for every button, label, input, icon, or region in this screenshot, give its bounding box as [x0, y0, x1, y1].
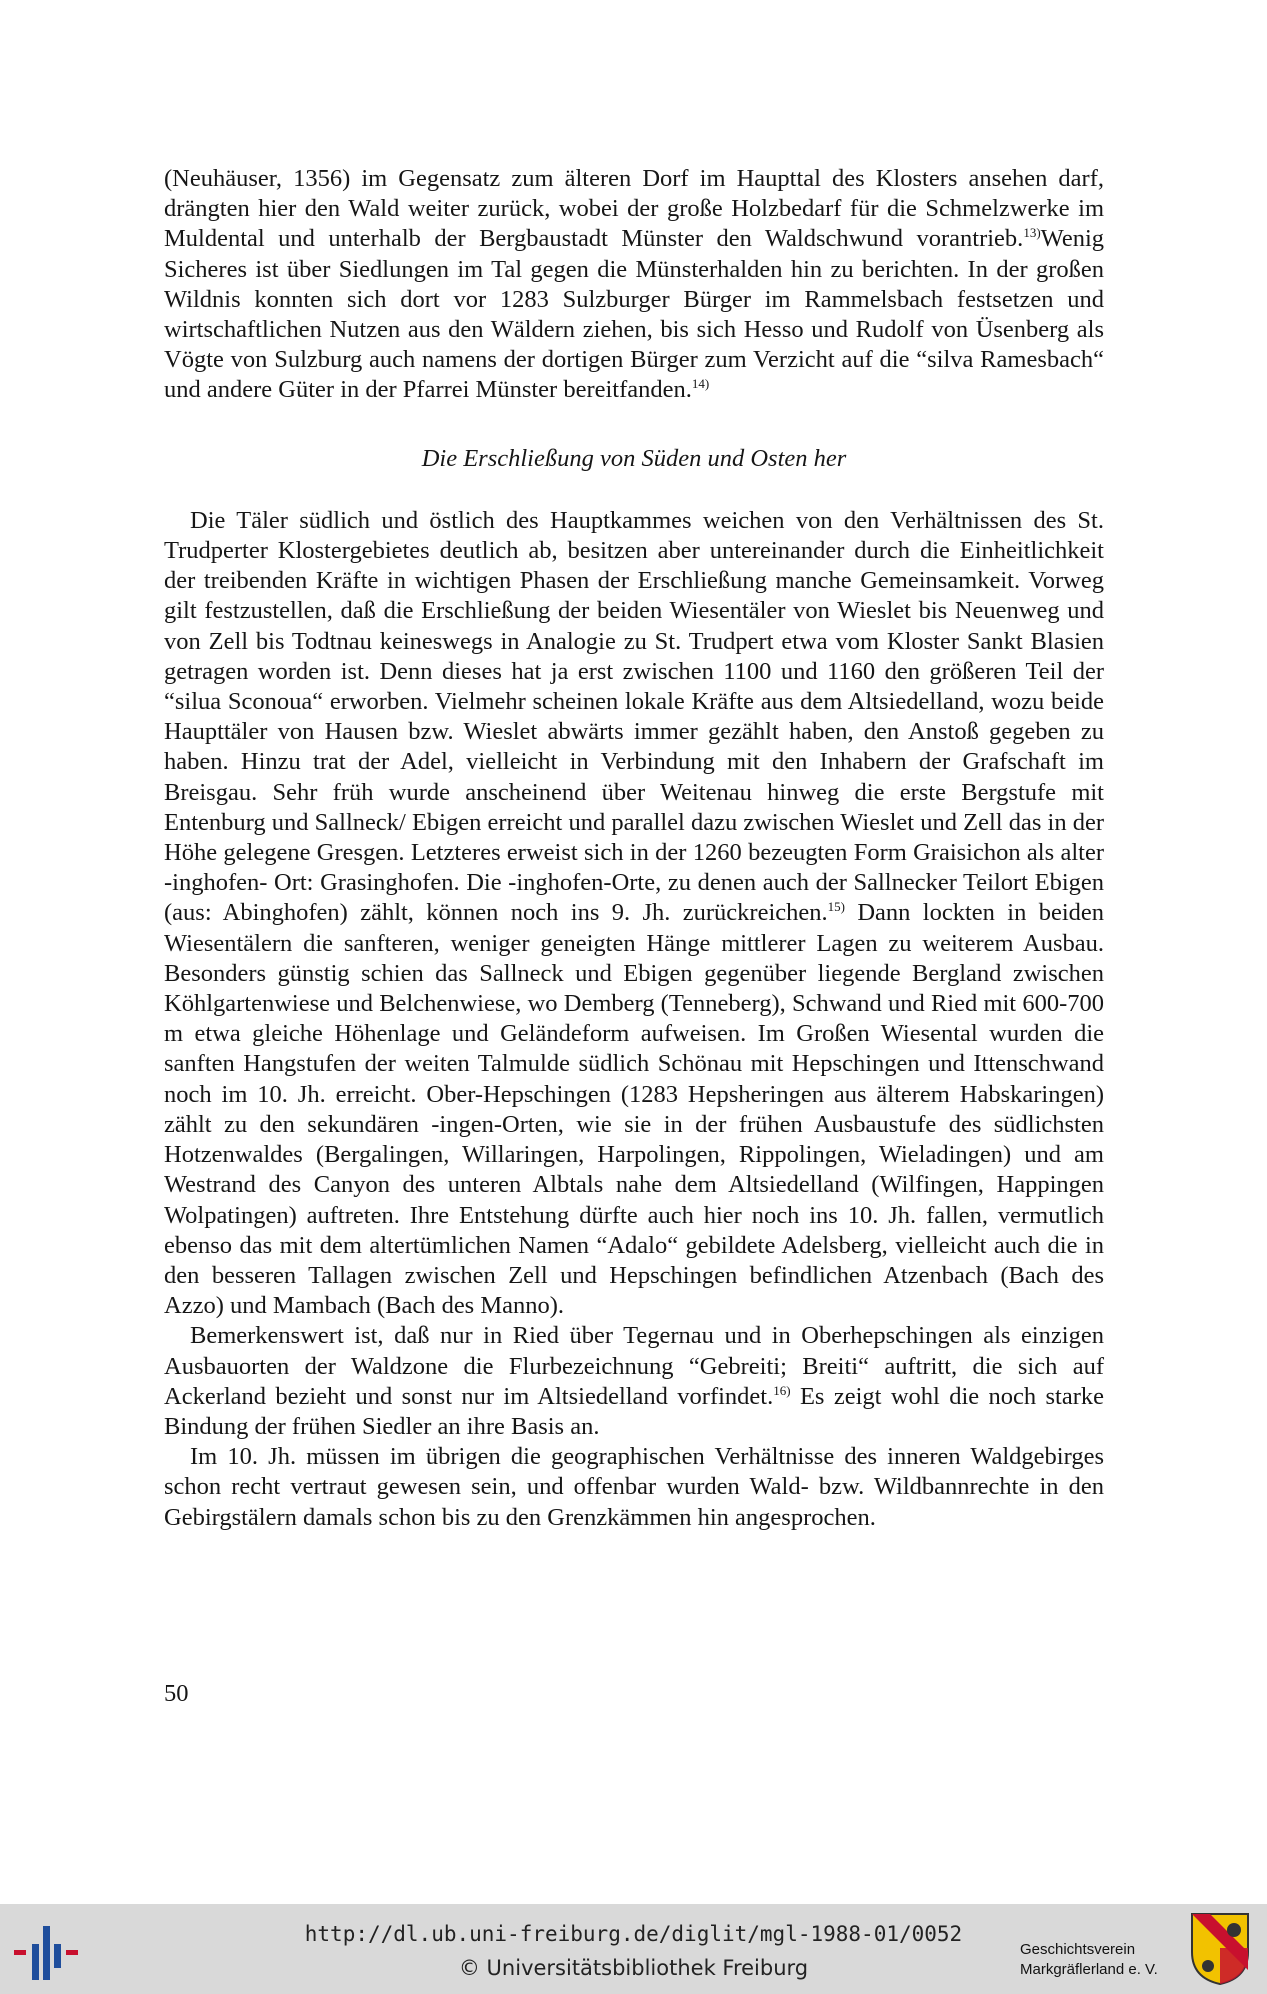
- paragraph: [164, 506, 1104, 1321]
- paragraph-text: Es zeigt wohl die noch starke Bindung der frühen Siedler an ihre Basis an.: [164, 1382, 1104, 1440]
- paragraph-text: Dann lockten in beiden Wiesentälern die sanfteren, weniger geneigten Hänge mittlerer Lagen zu weiterem Ausbau. Besonders günstig schien das Sallneck und Ebigen gegenüber liegende Bergland zwischen Köhlgartenwiese und Belchenwiese, wo Demberg (Tenneberg), Schwand und Ried mit 600-700 m etwa gleiche Höhenlage und Geländeform aufweisen. Im Großen Wiesental wurden die sanften Hangstufen der weiten Talmulde südlich Schönau mit Hepschingen und Ittenschwand noch im 10. Jh. erreicht. Ober-Hepschingen (1283 Hepsheringen aus älterem Habskaringen) zählt zu den sekundären -ingen-Orten, wie sie in der frühen Ausbaustufe des südlichsten Hotzenwaldes (Bergalingen, Willaringen, Harpolingen, Rippolingen, Wieladingen) und am Westrand des Canyon des unteren Albtals nahe dem Altsiedelland (Wilfingen, Happingen Wolpatingen) auftreten. Ihre Entstehung dürfte auch hier noch ins 10. Jh. fallen, vermutlich ebenso das mit dem altertümlichen Namen “Adalo“ gebildete Adelsberg, vielleicht auch die in den besseren Tallagen zwischen Zell und Hepschingen befindlichen Atzenbach (Bach des Azzo) und Mambach (Bach des Manno).: [164, 899, 1104, 1320]
- paragraph-text: (Neuhäuser, 1356) im Gegensatz zum älteren Dorf im Haupttal des Klosters ansehen darf, drängten hier den Wald weiter zurück, wobei der große Holzbedarf für die Schmelzwerke im Muldental und unterhalb der Bergbaustadt Münster den Waldschwund vorantrieb.: [164, 165, 1104, 253]
- copyright-text: © Universitätsbibliothek Freiburg: [458, 1956, 809, 1980]
- society-name-line: Geschichtsverein: [1020, 1941, 1136, 1958]
- paragraph: Im 10. Jh. müssen im übrigen die geographischen Verhältnisse des inneren Waldgebirges schon recht vertraut gewesen sein, und offenbar wurden Wald- bzw. Wildbannrechte in den Gebirgstälern damals schon bis zu den Grenzkämmen hin angesprochen.: [164, 1443, 1104, 1531]
- footnote-marker: 15): [827, 899, 845, 915]
- paragraph: [164, 164, 1104, 406]
- document-url-link[interactable]: http://dl.ub.uni-freiburg.de/diglit/mgl-1988-01/0052: [304, 1922, 963, 1946]
- paragraph: [164, 1321, 1104, 1442]
- society-crest-icon[interactable]: [1190, 1912, 1250, 1986]
- paragraph-text: Wenig Sicheres ist über Siedlungen im Tal gegen die Münsterhalden hin zu berichten. In der großen Wildnis konnten sich dort vor 1283 Sulzburger Bürger im Rammelsbach festsetzen und wirtschaftlichen Nutzen aus den Wäldern ziehen, bis sich Hesso und Rudolf von Üsenberg als Vögte von Sulzburg auch namens der dortigen Bürger zum Verzicht auf die “silva Ramesbach“ und andere Güter in der Pfarrei Münster bereitfanden.: [164, 225, 1104, 404]
- society-name: [1020, 1940, 1158, 1980]
- section-heading: Die Erschließung von Süden und Osten her: [421, 444, 847, 472]
- paragraph-text: Bemerkenswert ist, daß nur in Ried über Tegernau und in Oberhepschingen als einzigen Ausbauorten der Waldzone die Flurbezeichnung “Gebreiti; Breiti“ auftritt, die sich auf Ackerland bezieht und sonst nur im Altsiedelland vorfindet.: [164, 1322, 1104, 1410]
- footer-bar: [0, 1904, 1267, 1994]
- footnote-marker: 16): [773, 1382, 791, 1398]
- footnote-marker: 13): [1023, 225, 1041, 241]
- footnote-marker: 14): [691, 376, 710, 392]
- society-name-line: Markgräflerland e. V.: [1020, 1961, 1158, 1978]
- page-text: [164, 164, 1104, 1533]
- paragraph-text: Die Täler südlich und östlich des Hauptkammes weichen von den Verhältnissen des St. Trudperter Klostergebietes deutlich ab, besitzen aber untereinander durch die Einheitlichkeit der treibenden Kräfte in wichtigen Phasen der Erschließung manche Gemeinsamkeit. Vorweg gilt festzustellen, daß die Erschließung der beiden Wiesentäler von Wieslet bis Neuenweg und von Zell bis Todtnau keineswegs in Analogie zu St. Trudpert etwa vom Kloster Sankt Blasien getragen worden ist. Denn dieses hat ja erst zwischen 1100 und 1160 den größeren Teil der “silua Sconoua“ erworben. Vielmehr scheinen lokale Kräfte aus dem Altsiedelland, wozu beide Haupttäler von Hausen bzw. Wieslet abwärts immer gezählt haben, den Anstoß gegeben zu haben. Hinzu trat der Adel, vielleicht in Verbindung mit den Inhabern der Grafschaft im Breisgau. Sehr früh wurde anscheinend über Weitenau hinweg die erste Bergstufe mit Entenburg und Sallneck/ Ebigen erreicht und parallel dazu zwischen Wieslet und Zell das in der Höhe gelegene Gresgen. Letzteres erweist sich in der 1260 bezeugten Form Graisichon als alter -inghofen- Ort: Grasinghofen. Die -inghofen-Orte, zu denen auch der Sallnecker Teilort Ebigen (aus: Abinghofen) zählt, können noch ins 9. Jh. zurückreichen.: [164, 506, 1104, 927]
- page-number: 50: [164, 1680, 189, 1707]
